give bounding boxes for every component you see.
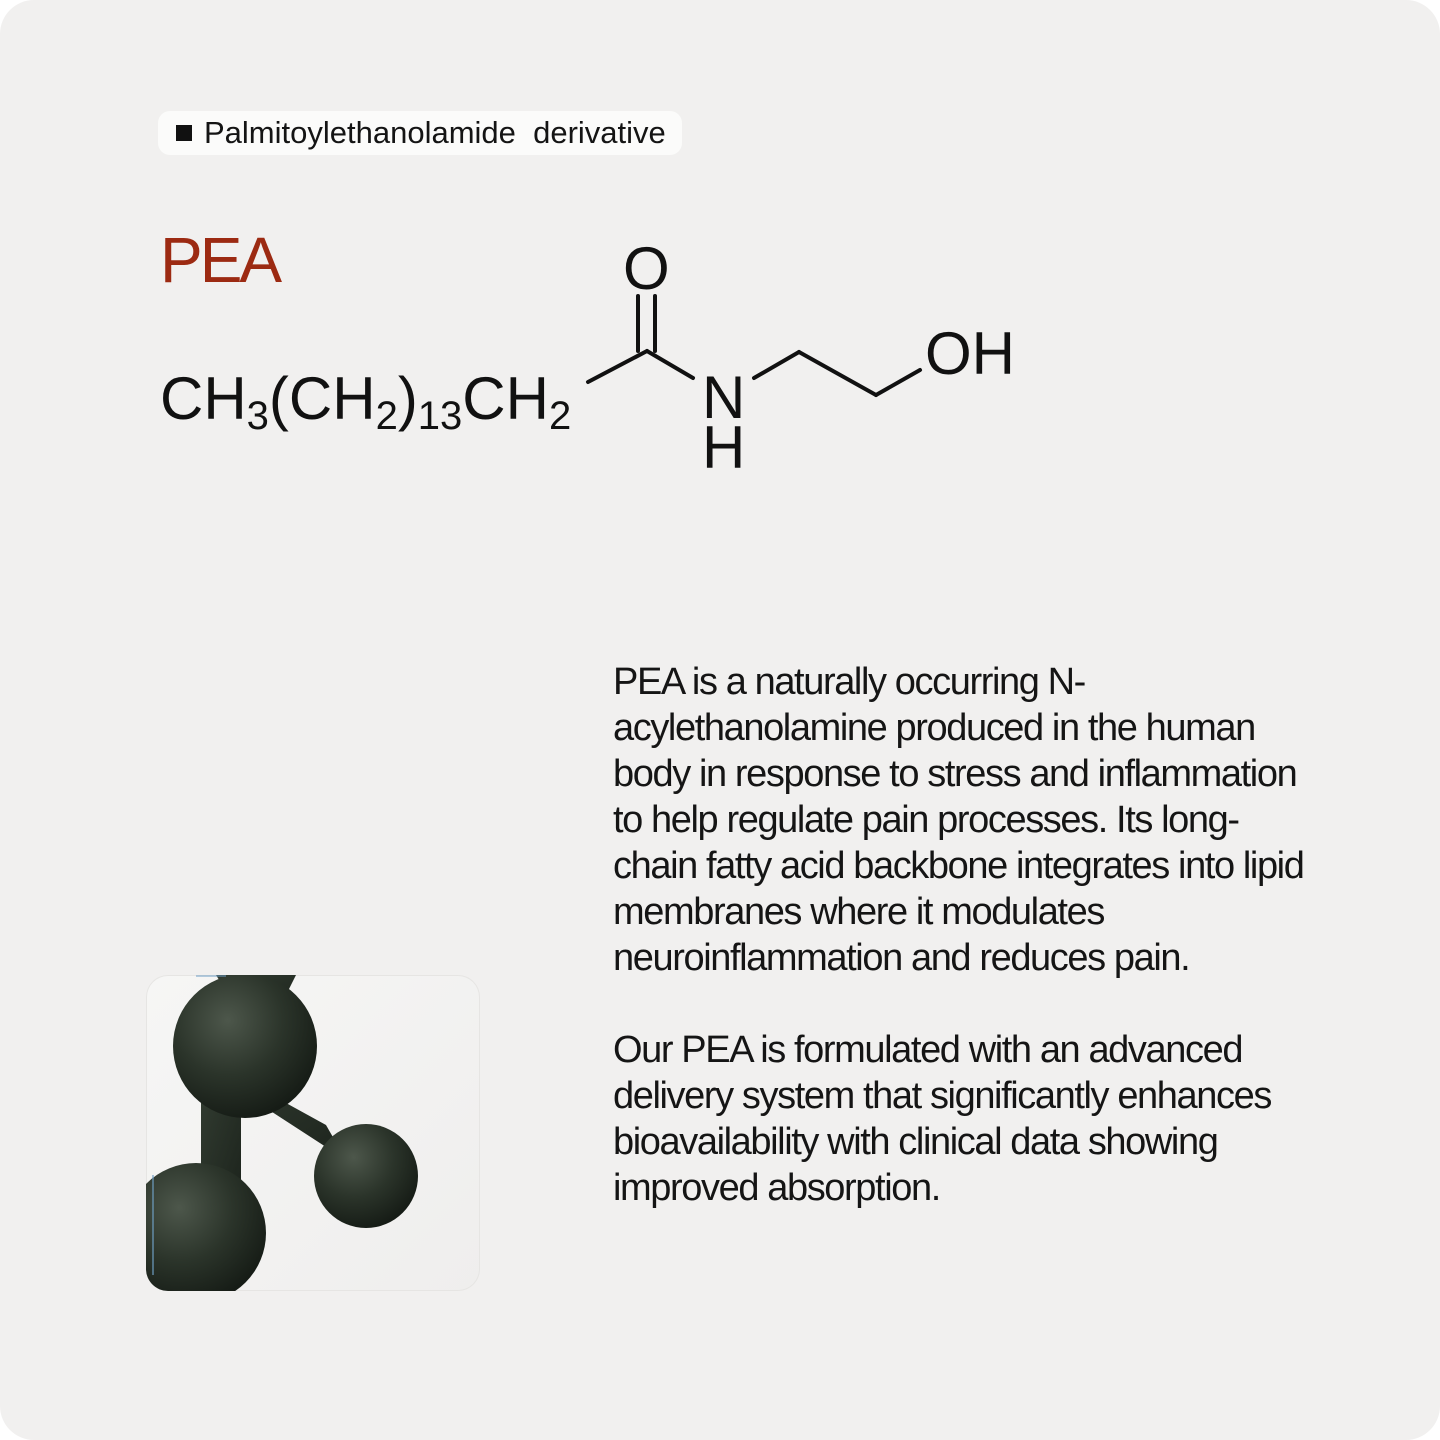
group-hydroxyl: OH [925,320,1015,387]
bond-chain-carbonyl [588,351,647,382]
bond-carbonyl-nitrogen [647,351,693,378]
category-tag-label: Palmitoylethanolamide derivative [204,115,666,150]
bonds [588,296,920,395]
atom-nitrogen: N [702,364,746,431]
molecule-model-icon [146,975,480,1291]
bond-ch2-oh [876,370,920,395]
description-paragraph-1: PEA is a naturally occurring N-acylethanolamine produced in the human body in response to stress and inflammation to help regulate pain processes. Its long-chain fatty acid backbone integrates into lipid membranes where it modulates neuroinflammation and reduces pain. [613,661,1304,979]
atom-hydrogen: H [702,414,746,481]
atom-oxygen: O [623,235,670,302]
bond-nitrogen-ch2 [754,352,799,378]
description [613,659,1313,1211]
chemical-structure [0,0,1440,520]
compound-title: PEA [160,224,280,296]
bond-ch2-ch2 [799,352,876,395]
description-paragraph-2: Our PEA is formulated with an advanced delivery system that significantly enhances bioavailability with clinical data showing improved absorption. [613,1029,1271,1209]
molecule-image-tile [146,975,480,1291]
formula-chain: CH3(CH2)13CH2 [160,365,572,438]
